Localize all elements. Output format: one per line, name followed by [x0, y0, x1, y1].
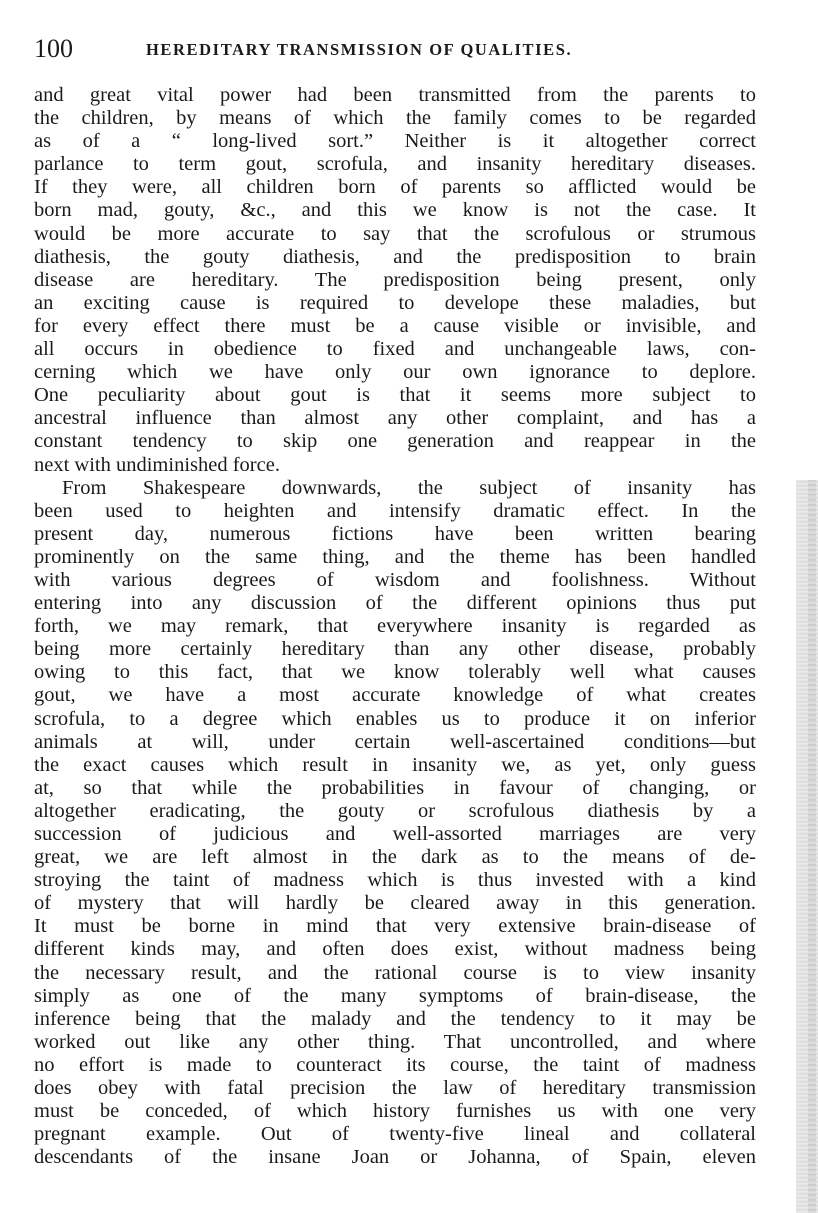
- text-line: no effort is made to counteract its course, the taint of madness: [34, 1053, 756, 1076]
- text-line: owing to this fact, that we know tolerably well what causes: [34, 661, 756, 684]
- text-line: It must be borne in mind that very extensive brain-disease of: [34, 915, 756, 938]
- text-line: being more certainly hereditary than any other disease, probably: [34, 638, 756, 661]
- text-line: and great vital power had been transmitted from the parents to: [34, 84, 756, 106]
- text-line: at, so that while the probabilities in favour of changing, or: [34, 776, 756, 799]
- text-line: all occurs in obedience to fixed and unchangeable laws, con-: [34, 338, 756, 361]
- text-line: ancestral influence than almost any other complaint, and has a: [34, 407, 756, 430]
- text-line: born mad, gouty, &c., and this we know is not the case. It: [34, 199, 756, 222]
- paragraph-start-line: From Shakespeare downwards, the subject of insanity has: [62, 476, 756, 499]
- page-header: [34, 34, 794, 64]
- text-line: One peculiarity about gout is that it seems more subject to: [34, 384, 756, 407]
- text-line: gout, we have a most accurate knowledge of what creates: [34, 684, 756, 707]
- text-line: been used to heighten and intensify dramatic effect. In the: [34, 499, 756, 522]
- text-line: scrofula, to a degree which enables us to produce it on inferior: [34, 707, 756, 730]
- text-line: succession of judicious and well-assorted marriages are very: [34, 823, 756, 845]
- page-edge-shadow: [796, 480, 818, 1213]
- text-line: of mystery that will hardly be cleared away in this generation.: [34, 892, 756, 915]
- text-line: must be conceded, of which history furnishes us with one very: [34, 1100, 756, 1123]
- text-line: different kinds may, and often does exist, without madness being: [34, 938, 756, 961]
- text-line: altogether eradicating, the gouty or scrofulous diathesis by a: [34, 799, 756, 822]
- text-line: inference being that the malady and the tendency to it may be: [34, 1007, 756, 1030]
- text-line: cerning which we have only our own ignorance to deplore.: [34, 361, 756, 384]
- text-line: the exact causes which result in insanity we, as yet, only guess: [34, 753, 756, 776]
- text-line: as of a “ long-lived sort.” Neither is it altogether correct: [34, 130, 756, 153]
- text-line: for every effect there must be a cause visible or invisible, and: [34, 314, 756, 337]
- text-line: worked out like any other thing. That uncontrolled, and where: [34, 1030, 756, 1053]
- text-line: disease are hereditary. The predisposition being present, only: [34, 268, 756, 291]
- text-line: constant tendency to skip one generation and reappear in the: [34, 430, 756, 453]
- text-line: diathesis, the gouty diathesis, and the predisposition to brain: [34, 245, 756, 268]
- text-line: does obey with fatal precision the law of hereditary transmission: [34, 1077, 756, 1100]
- page-number: 100: [34, 34, 73, 63]
- text-line: pregnant example. Out of twenty-five lineal and collateral: [34, 1123, 756, 1146]
- text-line: simply as one of the many symptoms of brain-disease, the: [34, 984, 756, 1007]
- text-line: entering into any discussion of the different opinions thus put: [34, 592, 756, 615]
- running-title: HEREDITARY TRANSMISSION OF QUALITIES.: [146, 40, 573, 59]
- text-line: would be more accurate to say that the scrofulous or strumous: [34, 222, 756, 245]
- text-line: next with undiminished force.: [34, 453, 280, 476]
- text-line: the children, by means of which the family comes to be regarded: [34, 107, 756, 130]
- text-line: present day, numerous fictions have been written bearing: [34, 522, 756, 545]
- text-line: great, we are left almost in the dark as to the means of de-: [34, 846, 756, 869]
- body-text: [34, 84, 756, 1169]
- text-line: descendants of the insane Joan or Johanna, of Spain, eleven: [34, 1146, 756, 1169]
- text-line: the necessary result, and the rational course is to view insanity: [34, 961, 756, 984]
- text-line: with various degrees of wisdom and foolishness. Without: [34, 568, 756, 591]
- text-line: animals at will, under certain well-ascertained conditions—but: [34, 730, 756, 753]
- text-line: prominently on the same thing, and the theme has been handled: [34, 545, 756, 568]
- text-line: stroying the taint of madness which is thus invested with a kind: [34, 869, 756, 892]
- text-line: an exciting cause is required to develope these maladies, but: [34, 291, 756, 314]
- text-line: If they were, all children born of parents so afflicted would be: [34, 176, 756, 199]
- text-line: forth, we may remark, that everywhere insanity is regarded as: [34, 615, 756, 638]
- text-line: parlance to term gout, scrofula, and insanity hereditary diseases.: [34, 153, 756, 176]
